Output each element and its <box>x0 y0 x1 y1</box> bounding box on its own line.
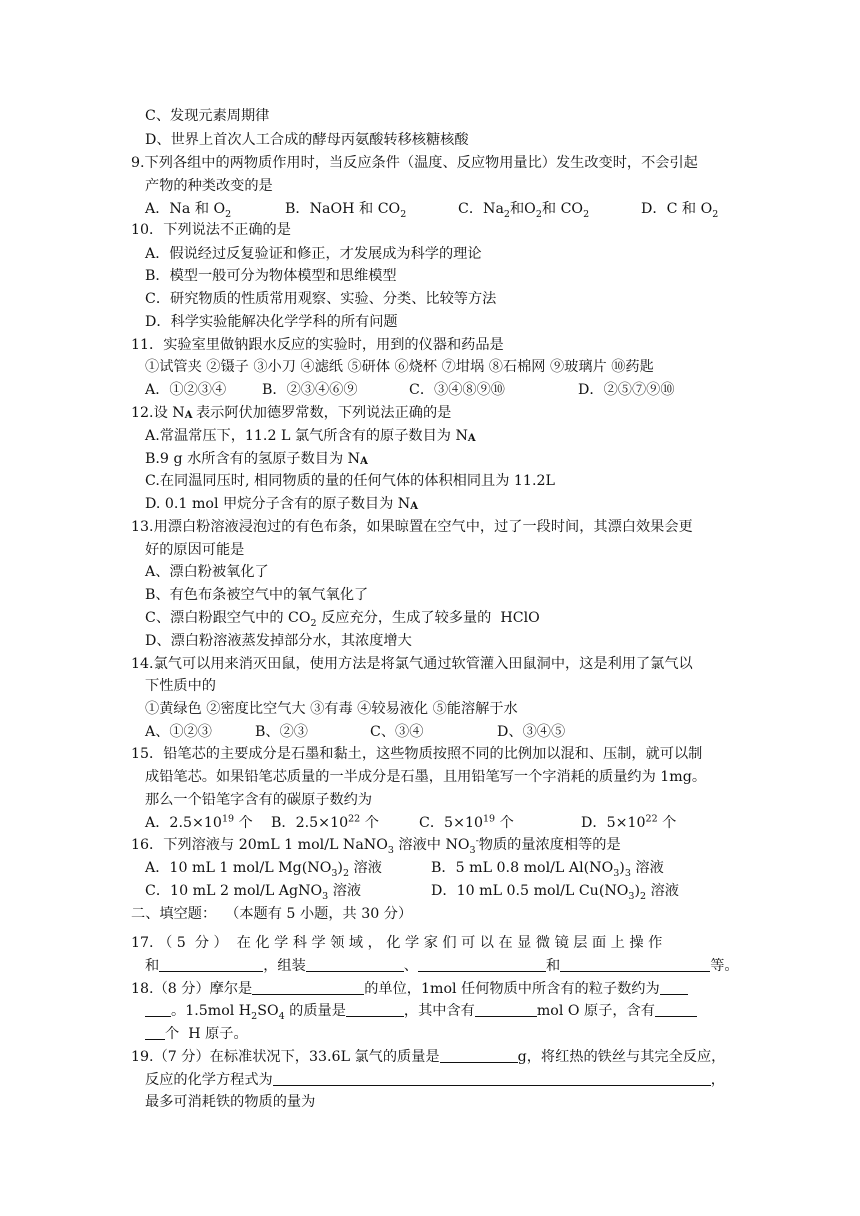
q16-option-b: B．5 mL 0.8 mol/L $Al(NO_3)_3$ 溶液 <box>431 860 664 879</box>
q16-option-d: D．10 mL 0.5 mol/L $Cu(NO_3)_2$ 溶液 <box>431 883 679 902</box>
blank[interactable] <box>418 957 546 972</box>
q14-list: ①黄绿色 ②密度比空气大 ③有毒 ④较易液化 ⑤能溶解于水 <box>145 701 518 717</box>
q19-stem: 19.（7 分）在标准状况下，33.6L 氯气的质量是 g，将红热的铁丝与其完全反应， <box>131 1049 726 1065</box>
q11-option-b: B．②③④⑥⑨ <box>262 382 358 398</box>
q11-option-c: C．③④⑧⑨⑩ <box>409 382 505 398</box>
q11-option-d: D．②⑤⑦⑨⑩ <box>578 382 675 398</box>
q12-option-d: D. 0.1 mol 甲烷分子含有的原子数目为 NA <box>145 496 417 512</box>
q14-stem: 14.氯气可以用来消灭田鼠，使用方法是将氯气通过软管灌入田鼠洞中，这是利用了氯气以 <box>131 656 693 672</box>
section-2-title: 二、填空题： （本题有 5 小题，共 30 分） <box>131 906 413 922</box>
q9-stem-cont: 产物的种类改变的是 <box>145 178 273 194</box>
q19-stem-cont: 反应的化学方程式为 ， <box>145 1072 725 1088</box>
q9-option-c: C．$Na_2$和$O_2$和 $CO_2$ <box>458 201 590 220</box>
q11-stem: 11．实验室里做钠跟水反应的实验时，用到的仪器和药品是 <box>131 337 504 353</box>
q14-option-d: D、③④⑤ <box>497 724 566 740</box>
q16-option-a: A．10 mL 1 mol/L $Mg(NO_3)_2$ 溶液 <box>145 860 382 879</box>
option-c-prev: C、发现元素周期律 <box>145 108 270 124</box>
q15-option-b: B．$2.5\times 10^{22}$ 个 <box>271 813 379 831</box>
blank[interactable] <box>252 980 364 995</box>
q10-option-b: B．模型一般可分为物体模型和思维模型 <box>145 268 397 284</box>
q13-option-a: A、漂白粉被氧化了 <box>145 564 269 580</box>
q16-option-c: C．10 mL 2 mol/L AgNO$_3$ 溶液 <box>145 883 362 902</box>
q12-option-a: A.常温常压下，11.2 L 氯气所含有的原子数目为 NA <box>145 428 475 444</box>
avogadro-subscript: A <box>184 410 192 421</box>
blank[interactable] <box>560 957 710 972</box>
q9-option-b: B．NaOH 和 $CO_2$ <box>285 201 407 220</box>
q18-stem: 18.（8 分）摩尔是 的单位，1mol 任何物质中所含有的粒子数约为 <box>131 980 688 998</box>
blank[interactable] <box>306 957 404 972</box>
q9-stem: 9.下列各组中的两物质作用时，当反应条件（温度、反应物用量比）发生改变时，不会引起 <box>131 155 698 171</box>
q13-option-d: D、漂白粉溶液蒸发掉部分水，其浓度增大 <box>145 633 412 649</box>
blank[interactable] <box>655 1002 697 1017</box>
q9-option-a: A．Na 和 $O_2$ <box>145 201 232 220</box>
q13-option-b: B、有色布条被空气中的氧气氧化了 <box>145 587 369 603</box>
q18-stem-cont2: 个 H 原子。 <box>145 1025 248 1043</box>
q10-option-c: C．研究物质的性质常用观察、实验、分类、比较等方法 <box>145 291 497 307</box>
q17-blanks: 和 ，组装 、 和 等。 <box>145 958 739 974</box>
q14-stem-cont: 下性质中的 <box>145 678 216 694</box>
q15-stem-cont: 成铅笔芯。如果铅笔芯质量的一半成分是石墨，且用铅笔写一个字消耗的质量约为 1mg。 <box>145 769 707 785</box>
q13-stem-cont: 好的原因可能是 <box>145 542 245 558</box>
blank[interactable] <box>273 1071 711 1086</box>
q11-option-a: A．①②③④ <box>145 382 227 398</box>
q14-option-a: A、①②③ <box>145 724 212 740</box>
q14-options <box>145 723 745 743</box>
q13-stem: 13.用漂白粉溶液浸泡过的有色布条，如果晾置在空气中，过了一段时间，其漂白效果会更 <box>131 519 693 535</box>
q14-option-c: C、③④ <box>370 724 424 740</box>
blank[interactable] <box>145 1025 165 1040</box>
q15-option-a: A．$2.5\times 10^{19}$ 个 <box>145 813 253 831</box>
q12-option-b: B.9 g 水所含有的氢原子数目为 NA <box>145 451 367 467</box>
q15-option-c: C．$5\times 10^{19}$ 个 <box>419 813 514 831</box>
option-d-prev: D、世界上首次人工合成的酵母丙氨酸转移核糖核酸 <box>145 132 469 148</box>
q11-options <box>145 381 745 401</box>
q18-stem-cont: 。1.5mol $H_2SO_4$ 的质量是 ，其中含有 mol O 原子，含有 <box>145 1002 697 1020</box>
blank[interactable] <box>346 1002 404 1017</box>
q15-stem-cont2: 那么一个铅笔字含有的碳原子数约为 <box>145 792 373 808</box>
q15-options <box>145 814 745 834</box>
q9-options <box>145 200 745 220</box>
blank[interactable] <box>660 980 688 995</box>
q16-stem: 16．下列溶液与 20mL 1 mol/L NaNO$_3$ 溶液中 $NO_3^-$物质的量浓度相等的是 <box>131 835 621 856</box>
q12-stem: 12.设 NA 表示阿伏加德罗常数，下列说法正确的是 <box>131 405 452 421</box>
q10-option-a: A．假说经过反复验证和修正，才发展成为科学的理论 <box>145 246 482 262</box>
q9-option-d: D．C 和 $O_2$ <box>641 201 719 220</box>
q17-stem: 17. （ 5 分 ） 在 化 学 科 学 领 域 ， 化 学 家 们 可 以 在 显 微 镜 层 面 上 操 作 <box>131 935 663 951</box>
blank[interactable] <box>159 957 263 972</box>
q14-option-b: B、②③ <box>255 724 308 740</box>
blank[interactable] <box>475 1002 537 1017</box>
blank[interactable] <box>145 1002 171 1017</box>
q15-option-d: D．$5\times 10^{22}$ 个 <box>581 813 677 831</box>
q12-option-c: C.在同温同压时, 相同物质的量的任何气体的体积相同且为 11.2L <box>145 473 555 489</box>
q19-stem-cont2: 最多可消耗铁的物质的量为 <box>145 1094 316 1110</box>
q16-options-row1 <box>145 859 745 879</box>
q10-stem: 10．下列说法不正确的是 <box>131 222 291 238</box>
q11-list: ①试管夹 ②镊子 ③小刀 ④滤纸 ⑤研体 ⑥烧杯 ⑦坩埚 ⑧石棉网 ⑨玻璃片 ⑩药匙 <box>145 359 654 375</box>
q16-options-row2 <box>145 882 745 902</box>
q13-option-c: C、漂白粉跟空气中的 $CO_2$ 反应充分，生成了较多量的 HClO <box>145 610 540 629</box>
q15-stem: 15．铅笔芯的主要成分是石墨和黏土，这些物质按照不同的比例加以混和、压制，就可以制 <box>131 746 703 762</box>
blank[interactable] <box>440 1048 518 1063</box>
q10-option-d: D．科学实验能解决化学学科的所有问题 <box>145 314 398 330</box>
